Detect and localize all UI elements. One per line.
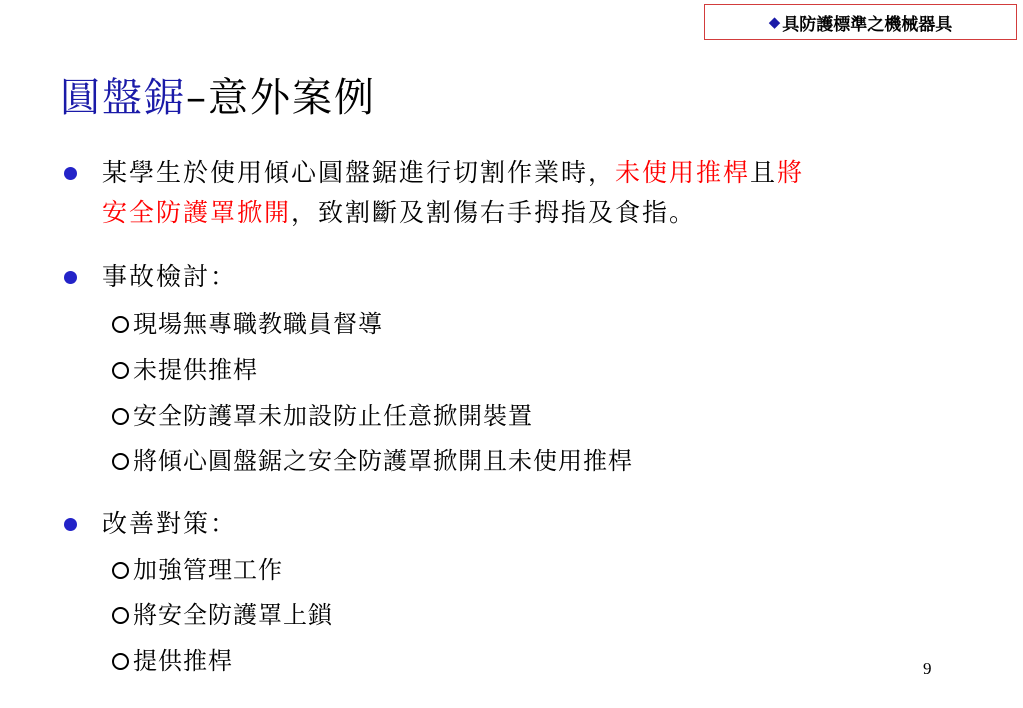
incident-text-1: 某學生於使用傾心圓盤鋸進行切割作業時， — [102, 158, 616, 187]
hollow-circle-icon — [112, 453, 129, 470]
hollow-circle-icon — [112, 607, 129, 624]
hollow-circle-icon — [112, 316, 129, 333]
bullet-improvement-icon — [64, 518, 77, 531]
improvement-heading: 改善對策： — [102, 509, 238, 538]
review-item — [112, 404, 533, 428]
improvement-item — [112, 649, 233, 673]
hollow-circle-icon — [112, 362, 129, 379]
diamond-icon: ◆ — [768, 13, 781, 31]
improvement-item-text: 將安全防護罩上鎖 — [133, 601, 333, 629]
review-heading: 事故檢討： — [102, 262, 238, 291]
title-sub: –意外案例 — [186, 75, 376, 121]
page-number: 9 — [923, 659, 932, 678]
review-item-text: 將傾心圓盤鋸之安全防護罩掀開且未使用推桿 — [133, 447, 633, 475]
improvement-item-text: 提供推桿 — [133, 647, 233, 675]
incident-highlight-3: 安全防護罩掀開 — [102, 198, 292, 227]
review-item — [112, 312, 383, 336]
hollow-circle-icon — [112, 408, 129, 425]
bullet-incident-icon — [64, 167, 77, 180]
title-main: 圓盤鋸 — [60, 75, 186, 121]
review-item — [112, 358, 258, 382]
review-item-text: 未提供推桿 — [133, 356, 258, 384]
review-item-text: 現場無專職教職員督導 — [133, 310, 383, 338]
bullet-review-icon — [64, 271, 77, 284]
incident-highlight-1: 未使用推桿 — [615, 158, 751, 187]
incident-line-2 — [102, 200, 696, 225]
hollow-circle-icon — [112, 562, 129, 579]
improvement-item-text: 加強管理工作 — [133, 556, 283, 584]
improvement-item — [112, 603, 333, 627]
hollow-circle-icon — [112, 653, 129, 670]
improvement-item — [112, 558, 283, 582]
header-tag-text: 具防護標準之機械器具 — [782, 14, 953, 35]
incident-highlight-2: 將 — [777, 158, 805, 187]
review-item — [112, 449, 633, 473]
incident-line-1 — [102, 160, 804, 185]
incident-text-3: ，致割斷及割傷右手拇指及食指。 — [291, 198, 697, 227]
incident-text-2: 且 — [750, 158, 778, 187]
review-item-text: 安全防護罩未加設防止任意掀開裝置 — [133, 402, 533, 430]
